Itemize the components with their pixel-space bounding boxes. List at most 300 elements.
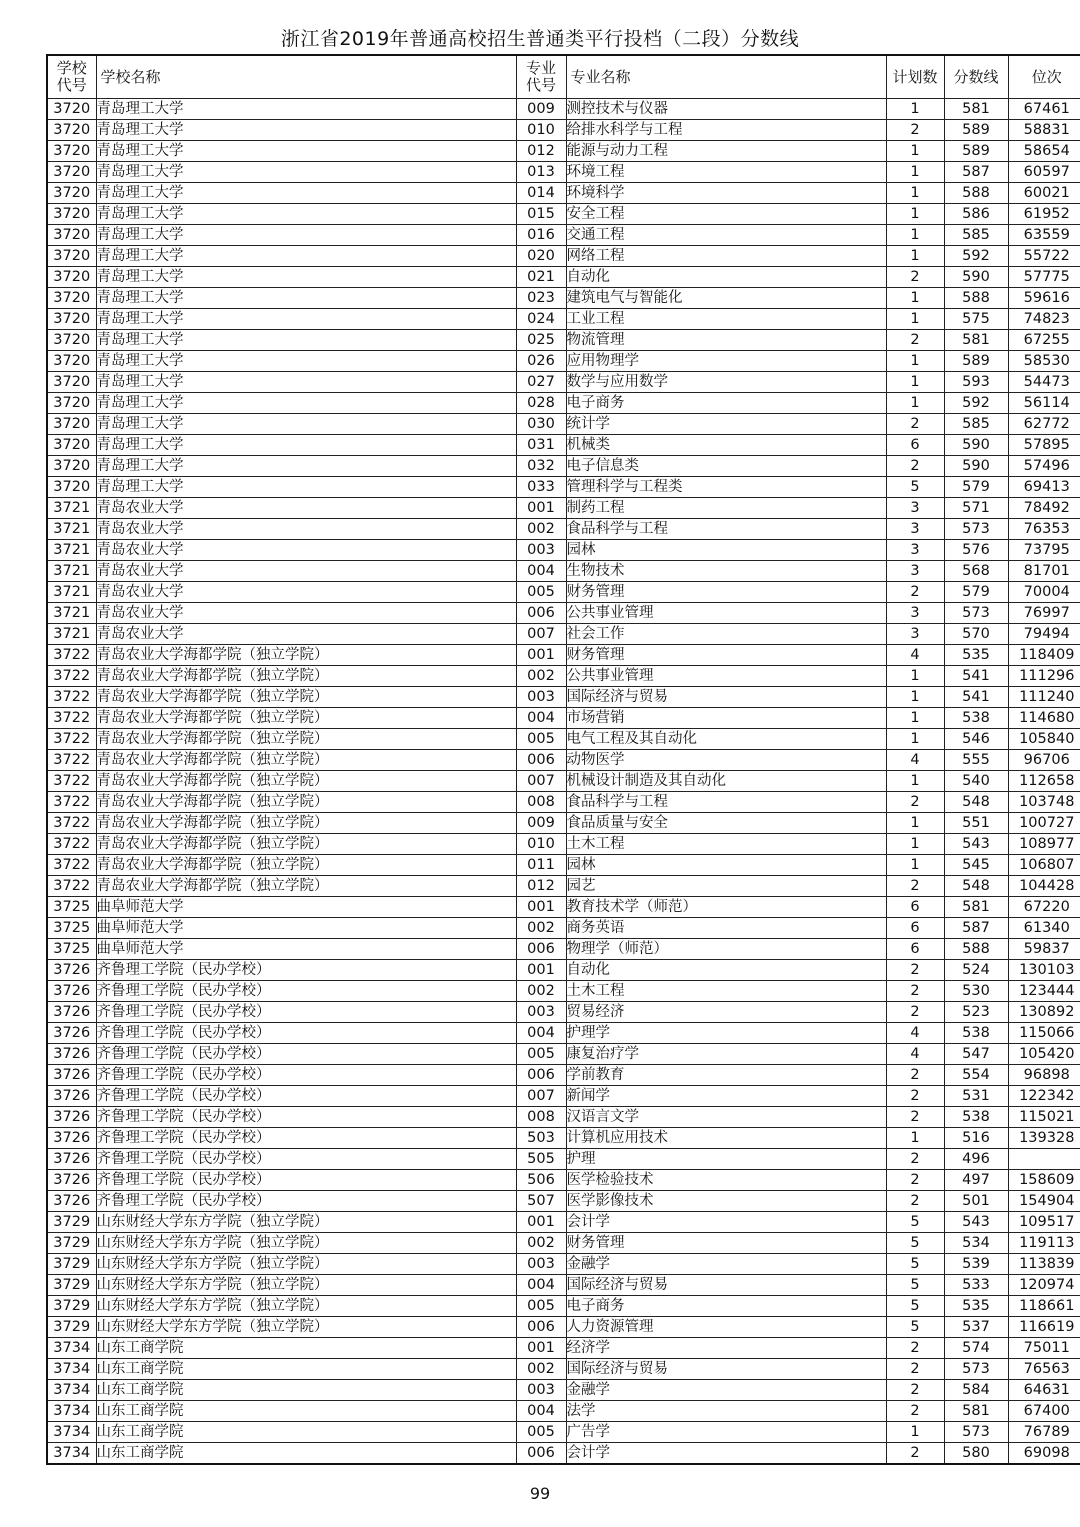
score-cell: 584 — [944, 1380, 1008, 1401]
school-name-cell: 山东工商学院 — [96, 1443, 516, 1465]
plan-cell: 1 — [886, 771, 944, 792]
school-code-cell: 3726 — [47, 1149, 96, 1170]
rank-cell: 55722 — [1008, 246, 1080, 267]
school-name-cell: 曲阜师范大学 — [96, 939, 516, 960]
header-major-name: 专业名称 — [566, 55, 886, 99]
plan-cell: 1 — [886, 141, 944, 162]
major-name-cell: 医学影像技术 — [566, 1191, 886, 1212]
plan-cell: 1 — [886, 1128, 944, 1149]
school-name-cell: 青岛理工大学 — [96, 477, 516, 498]
school-name-cell: 齐鲁理工学院（民办学校） — [96, 1086, 516, 1107]
major-code-cell: 024 — [516, 309, 566, 330]
major-code-cell: 001 — [516, 960, 566, 981]
major-code-cell: 027 — [516, 372, 566, 393]
school-code-cell: 3734 — [47, 1338, 96, 1359]
plan-cell: 1 — [886, 729, 944, 750]
school-code-cell: 3726 — [47, 1086, 96, 1107]
school-code-cell: 3721 — [47, 603, 96, 624]
major-code-cell: 016 — [516, 225, 566, 246]
major-name-cell: 数学与应用数学 — [566, 372, 886, 393]
table-row — [47, 330, 1080, 351]
score-cell: 574 — [944, 1338, 1008, 1359]
major-name-cell: 食品科学与工程 — [566, 519, 886, 540]
major-code-cell: 009 — [516, 99, 566, 120]
score-cell: 548 — [944, 792, 1008, 813]
score-cell: 496 — [944, 1149, 1008, 1170]
rank-cell: 115021 — [1008, 1107, 1080, 1128]
school-name-cell: 齐鲁理工学院（民办学校） — [96, 1170, 516, 1191]
rank-cell: 57496 — [1008, 456, 1080, 477]
school-name-cell: 青岛理工大学 — [96, 204, 516, 225]
plan-cell: 6 — [886, 918, 944, 939]
score-cell: 575 — [944, 309, 1008, 330]
major-code-cell: 005 — [516, 1044, 566, 1065]
major-name-cell: 应用物理学 — [566, 351, 886, 372]
rank-cell: 75011 — [1008, 1338, 1080, 1359]
score-cell: 585 — [944, 225, 1008, 246]
major-code-cell: 028 — [516, 393, 566, 414]
major-name-cell: 园林 — [566, 540, 886, 561]
plan-cell: 2 — [886, 1359, 944, 1380]
rank-cell: 100727 — [1008, 813, 1080, 834]
school-name-cell: 青岛农业大学海都学院（独立学院） — [96, 708, 516, 729]
rank-cell: 104428 — [1008, 876, 1080, 897]
rank-cell: 120974 — [1008, 1275, 1080, 1296]
major-code-cell: 025 — [516, 330, 566, 351]
rank-cell: 60597 — [1008, 162, 1080, 183]
school-code-cell: 3720 — [47, 141, 96, 162]
school-name-cell: 青岛农业大学海都学院（独立学院） — [96, 666, 516, 687]
rank-cell: 76563 — [1008, 1359, 1080, 1380]
school-name-cell: 青岛农业大学海都学院（独立学院） — [96, 855, 516, 876]
table-row — [47, 897, 1080, 918]
major-code-cell: 033 — [516, 477, 566, 498]
major-name-cell: 园艺 — [566, 876, 886, 897]
school-name-cell: 青岛农业大学海都学院（独立学院） — [96, 792, 516, 813]
rank-cell: 74823 — [1008, 309, 1080, 330]
score-cell: 497 — [944, 1170, 1008, 1191]
major-name-cell: 环境工程 — [566, 162, 886, 183]
school-name-cell: 齐鲁理工学院（民办学校） — [96, 1023, 516, 1044]
school-code-cell: 3734 — [47, 1422, 96, 1443]
major-code-cell: 013 — [516, 162, 566, 183]
score-cell: 579 — [944, 477, 1008, 498]
rank-cell: 60021 — [1008, 183, 1080, 204]
rank-cell: 61952 — [1008, 204, 1080, 225]
school-name-cell: 青岛理工大学 — [96, 141, 516, 162]
plan-cell: 2 — [886, 1443, 944, 1465]
score-cell: 554 — [944, 1065, 1008, 1086]
major-code-cell: 002 — [516, 1359, 566, 1380]
rank-cell: 96706 — [1008, 750, 1080, 771]
score-cell: 570 — [944, 624, 1008, 645]
plan-cell: 4 — [886, 750, 944, 771]
school-code-cell: 3720 — [47, 99, 96, 120]
table-row — [47, 855, 1080, 876]
rank-cell — [1008, 1149, 1080, 1170]
table-row — [47, 645, 1080, 666]
major-code-cell: 005 — [516, 582, 566, 603]
school-code-cell: 3734 — [47, 1359, 96, 1380]
plan-cell: 6 — [886, 939, 944, 960]
school-name-cell: 山东财经大学东方学院（独立学院） — [96, 1212, 516, 1233]
plan-cell: 1 — [886, 834, 944, 855]
table-row — [47, 99, 1080, 120]
major-name-cell: 国际经济与贸易 — [566, 1275, 886, 1296]
major-code-cell: 008 — [516, 1107, 566, 1128]
score-cell: 530 — [944, 981, 1008, 1002]
school-code-cell: 3720 — [47, 225, 96, 246]
major-name-cell: 安全工程 — [566, 204, 886, 225]
rank-cell: 103748 — [1008, 792, 1080, 813]
plan-cell: 2 — [886, 456, 944, 477]
major-name-cell: 财务管理 — [566, 645, 886, 666]
major-name-cell: 食品科学与工程 — [566, 792, 886, 813]
school-code-cell: 3729 — [47, 1254, 96, 1275]
major-name-cell: 汉语言文学 — [566, 1107, 886, 1128]
score-cell: 546 — [944, 729, 1008, 750]
plan-cell: 1 — [886, 309, 944, 330]
major-code-cell: 002 — [516, 666, 566, 687]
plan-cell: 3 — [886, 540, 944, 561]
school-code-cell: 3722 — [47, 687, 96, 708]
score-cell: 579 — [944, 582, 1008, 603]
table-row — [47, 582, 1080, 603]
school-name-cell: 山东工商学院 — [96, 1338, 516, 1359]
header-plan: 计划数 — [886, 55, 944, 99]
table-row — [47, 603, 1080, 624]
major-code-cell: 003 — [516, 1380, 566, 1401]
school-code-cell: 3720 — [47, 351, 96, 372]
plan-cell: 2 — [886, 1170, 944, 1191]
school-code-cell: 3726 — [47, 1170, 96, 1191]
table-row — [47, 1107, 1080, 1128]
table-row — [47, 498, 1080, 519]
major-code-cell: 006 — [516, 1065, 566, 1086]
major-code-cell: 004 — [516, 708, 566, 729]
rank-cell: 158609 — [1008, 1170, 1080, 1191]
plan-cell: 6 — [886, 435, 944, 456]
plan-cell: 1 — [886, 372, 944, 393]
major-code-cell: 503 — [516, 1128, 566, 1149]
school-code-cell: 3726 — [47, 1128, 96, 1149]
table-row — [47, 1422, 1080, 1443]
major-code-cell: 507 — [516, 1191, 566, 1212]
header-rank: 位次 — [1008, 55, 1080, 99]
school-code-cell: 3722 — [47, 834, 96, 855]
major-name-cell: 计算机应用技术 — [566, 1128, 886, 1149]
school-code-cell: 3720 — [47, 309, 96, 330]
plan-cell: 5 — [886, 1233, 944, 1254]
school-name-cell: 青岛理工大学 — [96, 435, 516, 456]
school-code-cell: 3721 — [47, 624, 96, 645]
major-code-cell: 505 — [516, 1149, 566, 1170]
score-cell: 590 — [944, 267, 1008, 288]
table-row — [47, 204, 1080, 225]
score-cell: 589 — [944, 141, 1008, 162]
plan-cell: 2 — [886, 1002, 944, 1023]
table-row — [47, 1044, 1080, 1065]
school-code-cell: 3721 — [47, 498, 96, 519]
plan-cell: 1 — [886, 183, 944, 204]
major-code-cell: 008 — [516, 792, 566, 813]
major-name-cell: 土木工程 — [566, 834, 886, 855]
school-code-cell: 3729 — [47, 1317, 96, 1338]
major-name-cell: 管理科学与工程类 — [566, 477, 886, 498]
rank-cell: 154904 — [1008, 1191, 1080, 1212]
score-cell: 538 — [944, 1107, 1008, 1128]
plan-cell: 5 — [886, 1254, 944, 1275]
major-name-cell: 自动化 — [566, 960, 886, 981]
major-name-cell: 法学 — [566, 1401, 886, 1422]
school-name-cell: 青岛农业大学海都学院（独立学院） — [96, 771, 516, 792]
major-name-cell: 教育技术学（师范） — [566, 897, 886, 918]
score-cell: 537 — [944, 1317, 1008, 1338]
rank-cell: 67255 — [1008, 330, 1080, 351]
score-cell: 523 — [944, 1002, 1008, 1023]
score-cell: 533 — [944, 1275, 1008, 1296]
school-name-cell: 青岛理工大学 — [96, 267, 516, 288]
table-row — [47, 246, 1080, 267]
table-row — [47, 351, 1080, 372]
plan-cell: 3 — [886, 498, 944, 519]
major-code-cell: 014 — [516, 183, 566, 204]
score-cell: 592 — [944, 246, 1008, 267]
school-code-cell: 3722 — [47, 708, 96, 729]
major-name-cell: 能源与动力工程 — [566, 141, 886, 162]
school-name-cell: 青岛理工大学 — [96, 414, 516, 435]
school-code-cell: 3720 — [47, 246, 96, 267]
major-code-cell: 021 — [516, 267, 566, 288]
score-cell: 573 — [944, 1422, 1008, 1443]
plan-cell: 5 — [886, 477, 944, 498]
major-name-cell: 会计学 — [566, 1212, 886, 1233]
major-code-cell: 006 — [516, 939, 566, 960]
major-code-cell: 005 — [516, 1422, 566, 1443]
score-cell: 576 — [944, 540, 1008, 561]
major-code-cell: 005 — [516, 729, 566, 750]
score-cell: 568 — [944, 561, 1008, 582]
major-name-cell: 新闻学 — [566, 1086, 886, 1107]
score-cell: 588 — [944, 939, 1008, 960]
rank-cell: 122342 — [1008, 1086, 1080, 1107]
header-score: 分数线 — [944, 55, 1008, 99]
major-code-cell: 006 — [516, 1443, 566, 1465]
table-row — [47, 918, 1080, 939]
school-name-cell: 齐鲁理工学院（民办学校） — [96, 1128, 516, 1149]
score-cell: 590 — [944, 435, 1008, 456]
rank-cell: 62772 — [1008, 414, 1080, 435]
rank-cell: 81701 — [1008, 561, 1080, 582]
score-cell: 587 — [944, 162, 1008, 183]
major-name-cell: 测控技术与仪器 — [566, 99, 886, 120]
plan-cell: 1 — [886, 99, 944, 120]
plan-cell: 2 — [886, 960, 944, 981]
rank-cell: 119113 — [1008, 1233, 1080, 1254]
school-code-cell: 3722 — [47, 792, 96, 813]
major-name-cell: 金融学 — [566, 1380, 886, 1401]
rank-cell: 57895 — [1008, 435, 1080, 456]
plan-cell: 1 — [886, 1422, 944, 1443]
table-row — [47, 834, 1080, 855]
page-number: 99 — [529, 1484, 551, 1503]
school-code-cell: 3721 — [47, 561, 96, 582]
major-code-cell: 015 — [516, 204, 566, 225]
table-row — [47, 624, 1080, 645]
table-row — [47, 960, 1080, 981]
score-cell: 535 — [944, 645, 1008, 666]
school-code-cell: 3726 — [47, 960, 96, 981]
table-row — [47, 813, 1080, 834]
rank-cell: 79494 — [1008, 624, 1080, 645]
school-name-cell: 青岛农业大学 — [96, 582, 516, 603]
major-code-cell: 010 — [516, 120, 566, 141]
plan-cell: 1 — [886, 162, 944, 183]
major-name-cell: 金融学 — [566, 1254, 886, 1275]
plan-cell: 2 — [886, 1338, 944, 1359]
school-name-cell: 青岛理工大学 — [96, 120, 516, 141]
major-code-cell: 004 — [516, 1401, 566, 1422]
school-code-cell: 3726 — [47, 1191, 96, 1212]
table-row — [47, 1401, 1080, 1422]
rank-cell: 67400 — [1008, 1401, 1080, 1422]
plan-cell: 2 — [886, 330, 944, 351]
rank-cell: 59837 — [1008, 939, 1080, 960]
score-cell: 543 — [944, 1212, 1008, 1233]
table-row — [47, 981, 1080, 1002]
school-code-cell: 3722 — [47, 771, 96, 792]
header-major-code-label: 专业 代号 — [525, 59, 556, 94]
school-name-cell: 山东工商学院 — [96, 1380, 516, 1401]
plan-cell: 1 — [886, 246, 944, 267]
table-header-row — [47, 55, 1080, 99]
table-row — [47, 1443, 1080, 1465]
major-code-cell: 003 — [516, 1254, 566, 1275]
plan-cell: 4 — [886, 1023, 944, 1044]
score-cell: 571 — [944, 498, 1008, 519]
table-row — [47, 708, 1080, 729]
school-code-cell: 3720 — [47, 477, 96, 498]
table-row — [47, 141, 1080, 162]
rank-cell: 115066 — [1008, 1023, 1080, 1044]
school-code-cell: 3720 — [47, 267, 96, 288]
school-name-cell: 青岛农业大学 — [96, 561, 516, 582]
school-name-cell: 青岛理工大学 — [96, 183, 516, 204]
major-name-cell: 财务管理 — [566, 582, 886, 603]
table-body — [47, 99, 1080, 1465]
school-code-cell: 3722 — [47, 855, 96, 876]
major-name-cell: 建筑电气与智能化 — [566, 288, 886, 309]
plan-cell: 1 — [886, 225, 944, 246]
major-name-cell: 制药工程 — [566, 498, 886, 519]
score-cell: 548 — [944, 876, 1008, 897]
major-name-cell: 物流管理 — [566, 330, 886, 351]
major-name-cell: 食品质量与安全 — [566, 813, 886, 834]
table-row — [47, 414, 1080, 435]
major-name-cell: 统计学 — [566, 414, 886, 435]
table-row — [47, 393, 1080, 414]
school-code-cell: 3721 — [47, 519, 96, 540]
school-name-cell: 齐鲁理工学院（民办学校） — [96, 981, 516, 1002]
major-name-cell: 公共事业管理 — [566, 603, 886, 624]
school-name-cell: 青岛农业大学 — [96, 540, 516, 561]
major-code-cell: 006 — [516, 750, 566, 771]
table-row — [47, 477, 1080, 498]
major-code-cell: 007 — [516, 1086, 566, 1107]
major-code-cell: 001 — [516, 1212, 566, 1233]
rank-cell: 73795 — [1008, 540, 1080, 561]
plan-cell: 3 — [886, 624, 944, 645]
table-row — [47, 687, 1080, 708]
school-code-cell: 3725 — [47, 897, 96, 918]
major-code-cell: 003 — [516, 1002, 566, 1023]
plan-cell: 5 — [886, 1317, 944, 1338]
plan-cell: 2 — [886, 1149, 944, 1170]
rank-cell: 106807 — [1008, 855, 1080, 876]
plan-cell: 1 — [886, 288, 944, 309]
school-name-cell: 青岛理工大学 — [96, 162, 516, 183]
major-code-cell: 026 — [516, 351, 566, 372]
plan-cell: 2 — [886, 1107, 944, 1128]
school-name-cell: 齐鲁理工学院（民办学校） — [96, 1107, 516, 1128]
rank-cell: 67461 — [1008, 99, 1080, 120]
school-code-cell: 3725 — [47, 939, 96, 960]
major-name-cell: 机械设计制造及其自动化 — [566, 771, 886, 792]
major-name-cell: 电子商务 — [566, 1296, 886, 1317]
school-name-cell: 山东财经大学东方学院（独立学院） — [96, 1296, 516, 1317]
rank-cell: 58831 — [1008, 120, 1080, 141]
school-name-cell: 青岛理工大学 — [96, 225, 516, 246]
rank-cell: 58530 — [1008, 351, 1080, 372]
major-name-cell: 护理学 — [566, 1023, 886, 1044]
major-code-cell: 003 — [516, 540, 566, 561]
rank-cell: 76353 — [1008, 519, 1080, 540]
plan-cell: 5 — [886, 1212, 944, 1233]
major-code-cell: 005 — [516, 1296, 566, 1317]
score-cell: 585 — [944, 414, 1008, 435]
rank-cell: 109517 — [1008, 1212, 1080, 1233]
plan-cell: 1 — [886, 393, 944, 414]
school-name-cell: 青岛理工大学 — [96, 288, 516, 309]
table-row — [47, 372, 1080, 393]
major-code-cell: 003 — [516, 687, 566, 708]
school-name-cell: 青岛农业大学海都学院（独立学院） — [96, 834, 516, 855]
rank-cell: 69098 — [1008, 1443, 1080, 1465]
school-code-cell: 3720 — [47, 456, 96, 477]
table-row — [47, 750, 1080, 771]
school-name-cell: 齐鲁理工学院（民办学校） — [96, 1191, 516, 1212]
school-name-cell: 山东工商学院 — [96, 1359, 516, 1380]
table-row — [47, 162, 1080, 183]
major-name-cell: 国际经济与贸易 — [566, 687, 886, 708]
plan-cell: 1 — [886, 687, 944, 708]
plan-cell: 2 — [886, 1191, 944, 1212]
school-code-cell: 3726 — [47, 1107, 96, 1128]
major-code-cell: 006 — [516, 603, 566, 624]
table-row — [47, 267, 1080, 288]
major-name-cell: 商务英语 — [566, 918, 886, 939]
rank-cell: 108977 — [1008, 834, 1080, 855]
table-row — [47, 288, 1080, 309]
school-code-cell: 3720 — [47, 414, 96, 435]
score-cell: 588 — [944, 288, 1008, 309]
school-code-cell: 3729 — [47, 1275, 96, 1296]
table-row — [47, 1212, 1080, 1233]
major-code-cell: 001 — [516, 645, 566, 666]
rank-cell: 76997 — [1008, 603, 1080, 624]
major-name-cell: 生物技术 — [566, 561, 886, 582]
school-code-cell: 3720 — [47, 372, 96, 393]
